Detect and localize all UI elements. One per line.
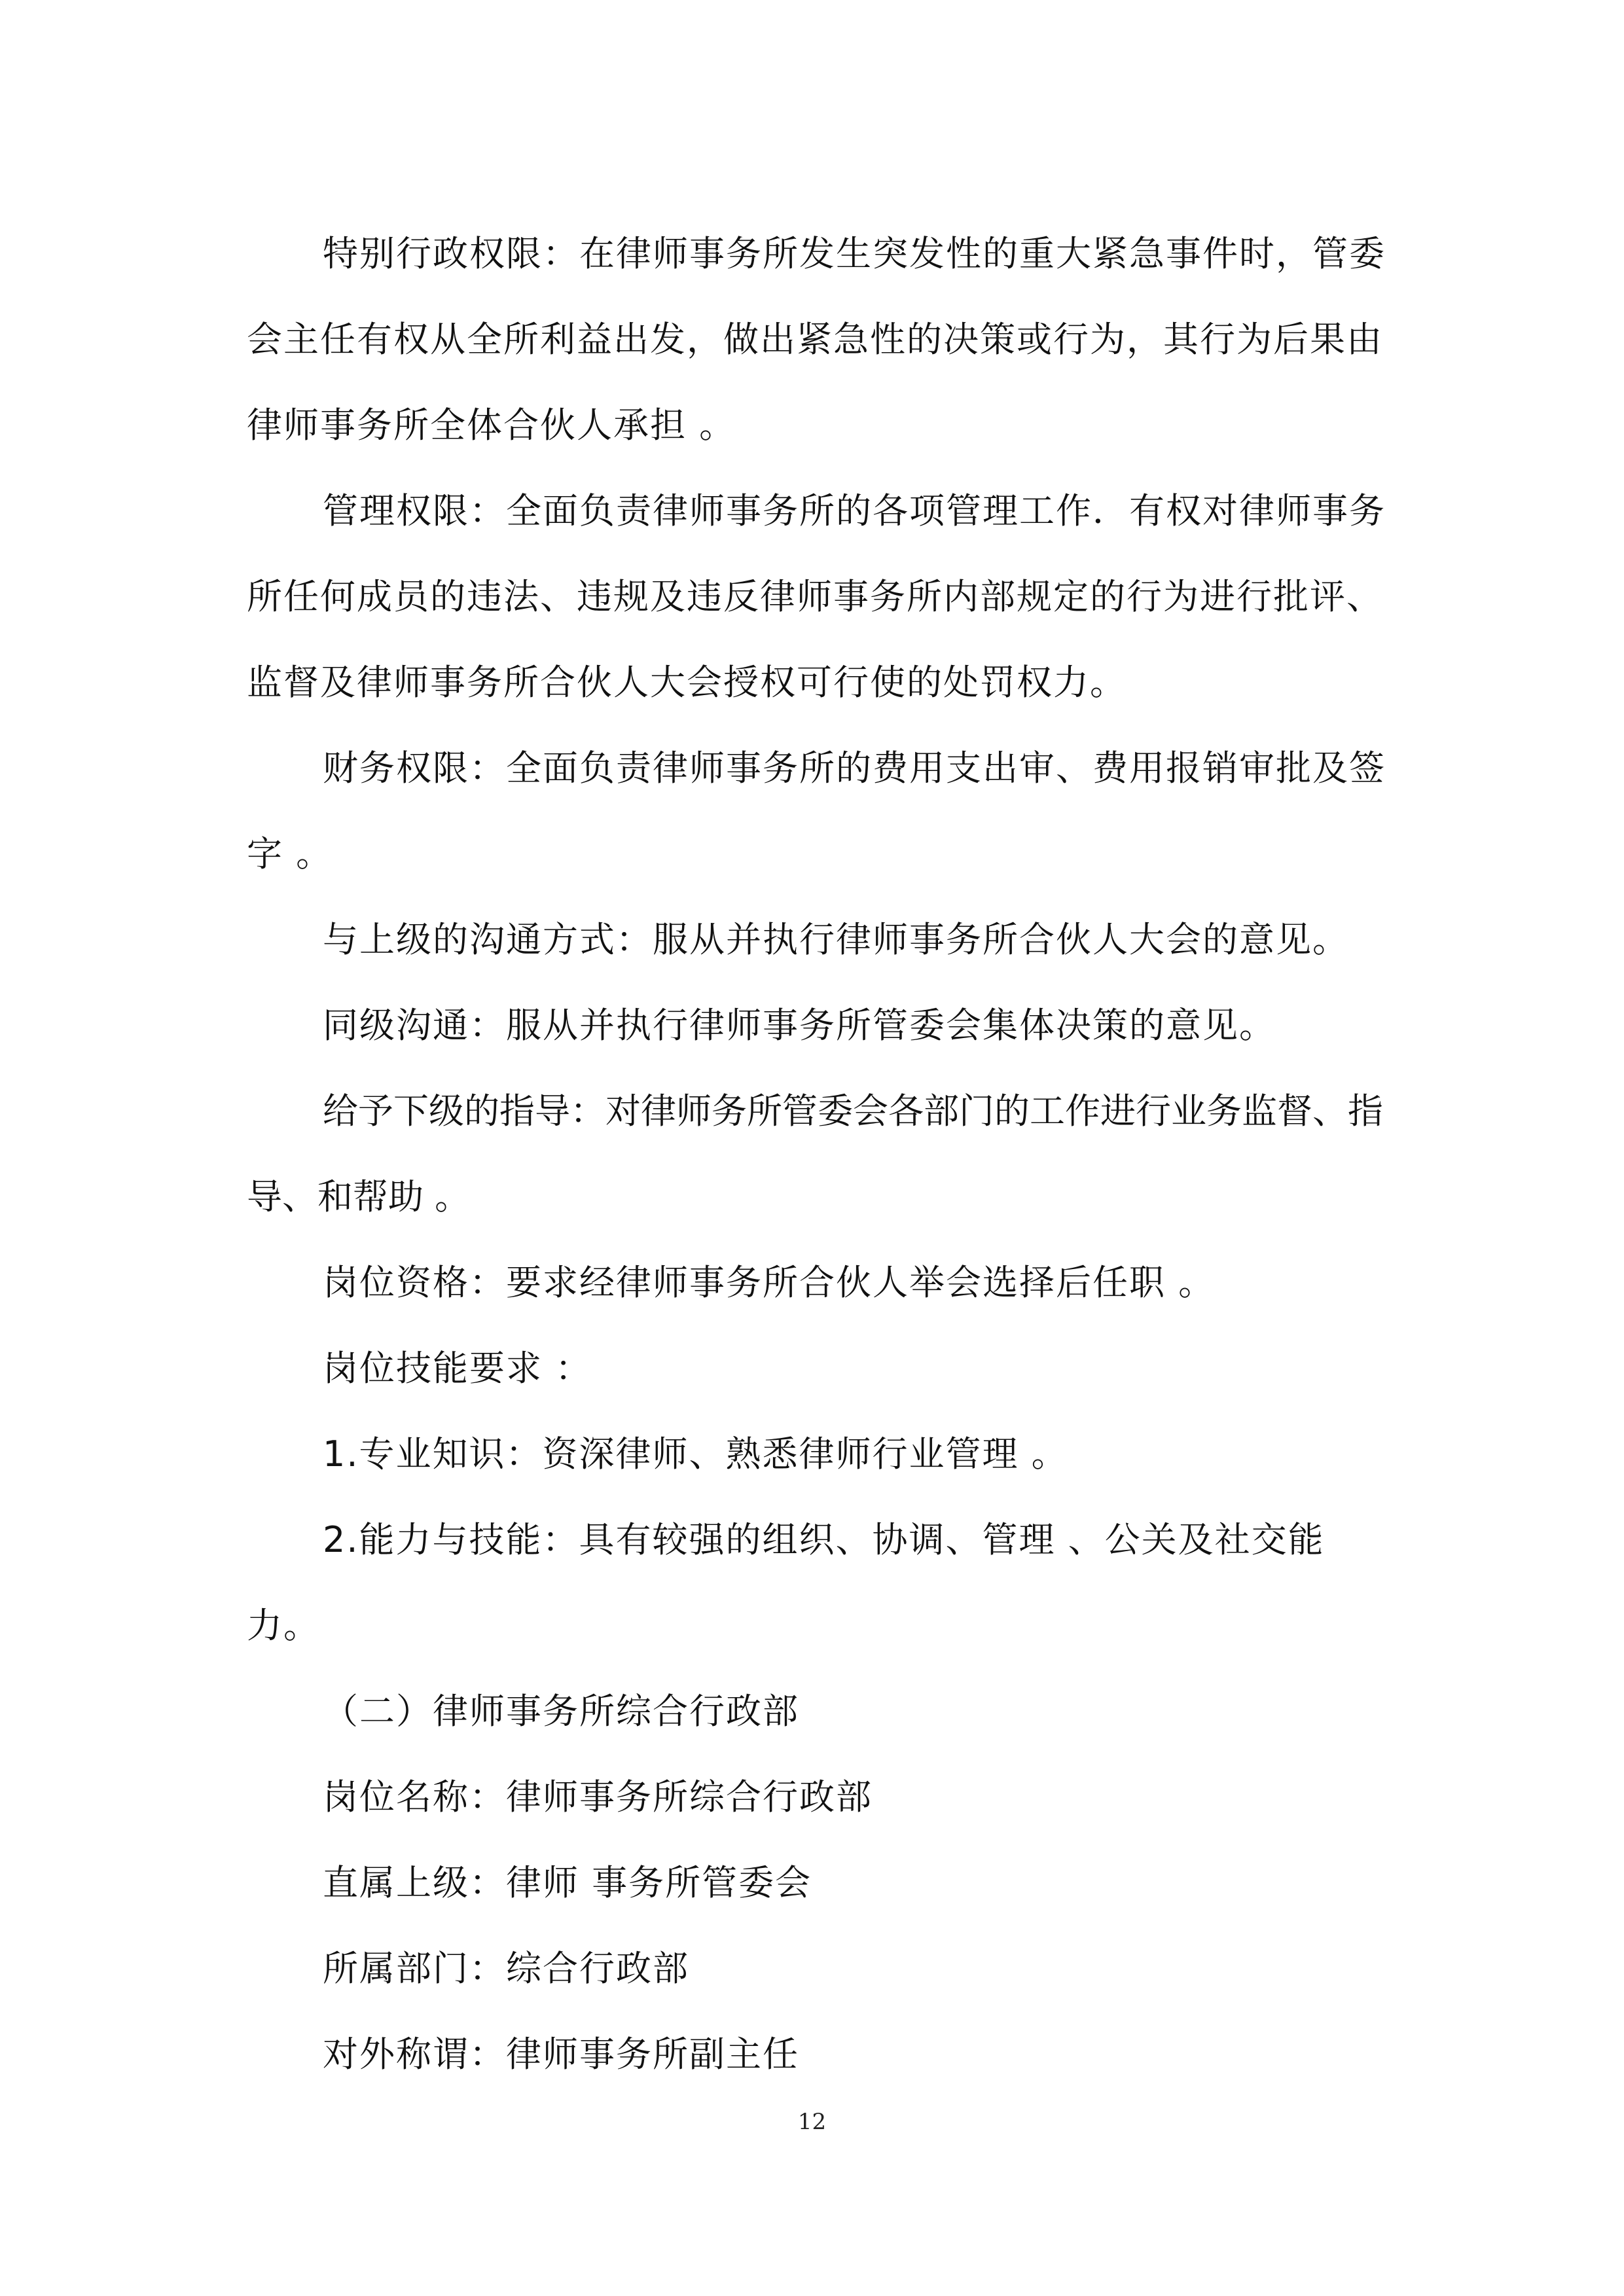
paragraph-skill-requirements: 岗位技能要求 ：: [323, 1348, 592, 1389]
paragraph-peer-communication: 同级沟通：服从并执行律师事务所管委会集体决策的意见。: [323, 1005, 1276, 1046]
document-body: [247, 211, 1386, 2097]
paragraph-position-qualification: 岗位资格：要求经律师事务所合伙人举会选择后任职 。: [323, 1262, 1216, 1303]
paragraph-financial-authority: 财务权限：全面负责律师事务所的费用支出审、费用报销审批及签字 。: [247, 747, 1386, 874]
paragraph-department: 所属部门：综合行政部: [323, 1948, 689, 1989]
paragraph-external-title: 对外称谓：律师事务所副主任: [323, 2034, 799, 2075]
paragraph-special-admin-authority: 特别行政权限：在律师事务所发生突发性的重大紧急事件时，管委会主任有权从全所利益出发，做出紧急性的决策或行为，其行为后果由律师事务所全体合伙人承担 。: [247, 233, 1386, 446]
list-item-abilities-skills: 2.能力与技能：具有较强的组织、协调、管理 、公关及社交能力。: [247, 1519, 1325, 1646]
page-number: 12: [797, 2109, 827, 2135]
section-heading-admin-dept: （二）律师事务所综合行政部: [323, 1691, 799, 1732]
paragraph-management-authority: 管理权限：全面负责律师事务所的各项管理工作．有权对律师事务所任何成员的违法、违规及违反律师事务所内部规定的行为进行批评、监督及律师事务所合伙人大会授权可行使的处罚权力。: [247, 490, 1386, 703]
list-item-professional-knowledge: 1.专业知识：资深律师、熟悉律师行业管理 。: [323, 1433, 1068, 1475]
paragraph-position-name: 岗位名称：律师事务所综合行政部: [323, 1776, 873, 1818]
paragraph-subordinate-guidance: 给予下级的指导：对律师务所管委会各部门的工作进行业务监督、指导、和帮助 。: [247, 1090, 1383, 1217]
paragraph-direct-superior: 直属上级：律师 事务所管委会: [323, 1862, 812, 1903]
paragraph-communication-superior: 与上级的沟通方式：服从并执行律师事务所合伙人大会的意见。: [323, 919, 1349, 960]
